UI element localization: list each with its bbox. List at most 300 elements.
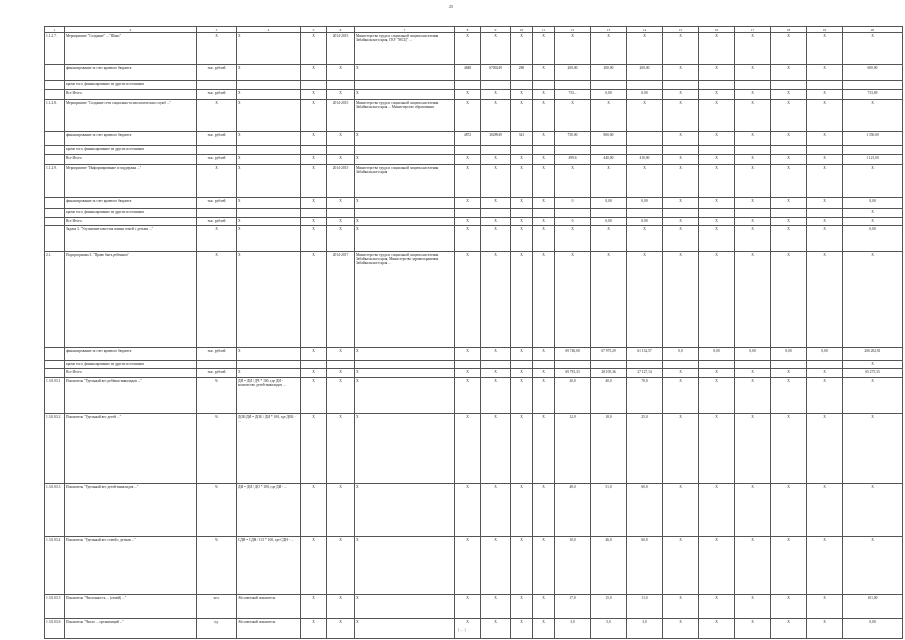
table-cell: X [771, 378, 807, 414]
table-cell: X [663, 537, 699, 595]
table-cell: X [591, 33, 627, 65]
table-cell: X [455, 414, 481, 484]
table-cell: X [699, 100, 735, 132]
table-cell: X [699, 65, 735, 81]
table-cell: X [807, 155, 843, 165]
table-cell: 0,00 [843, 226, 903, 252]
table-cell: X [807, 414, 843, 484]
table-cell [663, 146, 699, 155]
table-cell: X [197, 165, 237, 198]
table-cell: X [663, 484, 699, 537]
table-cell: 2014-2015 [327, 100, 355, 132]
table-cell: 1.3.0.03.5 [45, 595, 65, 619]
table-cell [699, 81, 735, 90]
table-cell [771, 361, 807, 369]
table-cell: X [627, 165, 663, 198]
table-cell [355, 146, 455, 155]
table-cell: X [627, 33, 663, 65]
table-cell: X [511, 537, 533, 595]
table-cell: 1 350,00 [843, 132, 903, 146]
table-cell: X [511, 100, 533, 132]
table-cell: X [533, 33, 555, 65]
table-cell: 0,0 [663, 348, 699, 361]
table-cell: X [511, 33, 533, 65]
table-cell [455, 81, 481, 90]
table-cell: X [843, 414, 903, 484]
table-cell: тыс. рублей [197, 348, 237, 361]
table-row [45, 226, 903, 252]
table-cell [591, 146, 627, 155]
table-cell: X [327, 378, 355, 414]
table-cell [45, 81, 65, 90]
table-cell: X [355, 414, 455, 484]
table-cell: X [771, 619, 807, 639]
table-cell: X [699, 226, 735, 252]
table-cell [591, 361, 627, 369]
table-row [45, 361, 903, 369]
table-cell: X [735, 537, 771, 595]
table-cell [481, 81, 511, 90]
table-cell: X [301, 595, 327, 619]
table-cell [807, 81, 843, 90]
table-cell: X [627, 252, 663, 348]
table-cell: 206 202,81 [843, 348, 903, 361]
table-cell: X [481, 226, 511, 252]
table-cell: X [511, 198, 533, 209]
table-cell: X [627, 100, 663, 132]
table-cell: X [455, 198, 481, 209]
table-cell: 2014-2015 [327, 33, 355, 65]
table-cell [511, 81, 533, 90]
table-cell [301, 361, 327, 369]
table-cell: 3,0 [627, 619, 663, 639]
table-cell: 69 740,00 [555, 348, 591, 361]
table-cell: 40,0 [591, 378, 627, 414]
table-cell: X [355, 155, 455, 165]
table-cell: 4848 [455, 65, 481, 81]
table-cell [455, 209, 481, 218]
table-cell: X [533, 100, 555, 132]
table-cell: X [455, 378, 481, 414]
table-cell: X [843, 378, 903, 414]
table-cell: X [455, 90, 481, 100]
table-cell [197, 81, 237, 90]
table-cell: 65 275,33 [843, 369, 903, 378]
table-cell: X [533, 226, 555, 252]
table-row [45, 65, 903, 81]
table-cell: X [455, 226, 481, 252]
table-cell: X [533, 378, 555, 414]
table-cell: тыс. рублей [197, 369, 237, 378]
table-cell: X [807, 595, 843, 619]
table-cell: X [237, 218, 301, 226]
table-cell: X [771, 226, 807, 252]
table-cell: X [327, 218, 355, 226]
table-cell: X [807, 198, 843, 209]
table-cell: X [771, 132, 807, 146]
table-cell: X [327, 65, 355, 81]
table-cell: X [843, 537, 903, 595]
table-cell: тыс. рублей [197, 198, 237, 209]
table-cell: X [843, 209, 903, 218]
table-cell [355, 81, 455, 90]
table-cell: 0,00 [591, 218, 627, 226]
table-cell: X [355, 619, 455, 639]
table-cell: X [511, 369, 533, 378]
table-cell: Показатель "Удельный вес ребёнка-инвалидов ..." [65, 378, 197, 414]
table-cell: X [663, 100, 699, 132]
table-cell: X [591, 100, 627, 132]
table-cell: тыс. рублей [197, 90, 237, 100]
table-cell: 2014-2015 [327, 165, 355, 198]
table-cell [327, 146, 355, 155]
table-cell [45, 209, 65, 218]
table-cell: X [197, 226, 237, 252]
table-cell: X [807, 226, 843, 252]
table-cell [591, 209, 627, 218]
table-cell: 70,0 [627, 378, 663, 414]
table-cell: X [555, 226, 591, 252]
table-cell: X [843, 218, 903, 226]
table-cell: Мероприятие "Создание сети социально-психологических служб ..." [65, 100, 197, 132]
table-cell: X [533, 165, 555, 198]
header-col-16: 16 [699, 27, 735, 33]
footer-stamp: ( ... ) [458, 627, 466, 632]
table-cell [197, 209, 237, 218]
table-cell: X [771, 90, 807, 100]
table-cell: X [511, 226, 533, 252]
table-cell [807, 146, 843, 155]
table-cell: X [807, 33, 843, 65]
table-cell [237, 146, 301, 155]
table-cell [197, 361, 237, 369]
table-cell: X [301, 218, 327, 226]
table-cell: X [481, 100, 511, 132]
table-cell: X [699, 252, 735, 348]
table-cell: 51,0 [591, 484, 627, 537]
table-cell: X [455, 252, 481, 348]
table-cell: 600,00 [843, 65, 903, 81]
table-cell: 733,.. [555, 90, 591, 100]
table-cell: X [455, 484, 481, 537]
page-number: 25 [449, 4, 453, 9]
table-cell: Мероприятие "Создание" ... "Шанс" [65, 33, 197, 65]
table-cell [735, 81, 771, 90]
table-cell: X [663, 378, 699, 414]
table-cell [327, 81, 355, 90]
table-cell: СДН = СДН / СО * 100, где СДН - ... [237, 537, 301, 595]
table-cell: X [237, 348, 301, 361]
table-cell: X [327, 198, 355, 209]
table-row [45, 537, 903, 595]
table-cell: X [301, 65, 327, 81]
table-cell: X [843, 33, 903, 65]
table-cell: X [663, 65, 699, 81]
table-cell: X [455, 619, 481, 639]
table-cell: X [735, 100, 771, 132]
table-cell: X [301, 155, 327, 165]
table-cell: X [699, 90, 735, 100]
table-cell: X [237, 155, 301, 165]
table-cell: X [511, 595, 533, 619]
table-cell [843, 81, 903, 90]
table-cell: Министерство труда и социальной защиты населения Забайкальского края, Министерство здравоохранения Забайкальского края ... [355, 252, 455, 348]
table-cell: Задача 3. "Улучшение качества жизни семей с детьми ..." [65, 226, 197, 252]
table-cell: X [735, 619, 771, 639]
table-cell: финансирование за счет краевого бюджета [65, 132, 197, 146]
table-cell: X [481, 198, 511, 209]
header-col-5: 5 [301, 27, 327, 33]
table-cell: X [301, 198, 327, 209]
table-row [45, 90, 903, 100]
table-cell: X [301, 252, 327, 348]
table-cell: 440,00 [591, 155, 627, 165]
table-cell: X [771, 33, 807, 65]
table-row [45, 100, 903, 132]
table-cell: X [555, 100, 591, 132]
table-cell: X [807, 132, 843, 146]
table-cell: X [511, 348, 533, 361]
table-cell: X [237, 165, 301, 198]
table-cell: X [735, 65, 771, 81]
table-cell: кроме того, финансирование из других источников [65, 209, 197, 218]
table-cell: X [735, 414, 771, 484]
table-cell: X [197, 33, 237, 65]
table-cell: X [455, 595, 481, 619]
table-cell: X [663, 33, 699, 65]
table-cell [45, 218, 65, 226]
table-cell: X [699, 165, 735, 198]
table-cell: X [481, 218, 511, 226]
table-cell: 101,00 [843, 595, 903, 619]
table-cell: Все Итого [65, 155, 197, 165]
table-cell: X [301, 537, 327, 595]
table-cell: X [237, 90, 301, 100]
table-cell: 61 132,57 [627, 348, 663, 361]
table-cell: X [807, 619, 843, 639]
table-cell: X [699, 155, 735, 165]
table-cell [237, 209, 301, 218]
table-cell: 18,0 [591, 414, 627, 484]
table-cell: X [327, 226, 355, 252]
table-cell: X [533, 65, 555, 81]
table-cell [771, 146, 807, 155]
table-cell: 3028949 [481, 132, 511, 146]
table-cell: финансирование за счет краевого бюджета [65, 348, 197, 361]
table-cell: Министерство труда и социальной защиты населения Забайкальского края [355, 165, 455, 198]
table-cell: X [699, 414, 735, 484]
table-cell: X [511, 165, 533, 198]
header-col-7: 7 [355, 27, 455, 33]
header-col-15: 15 [663, 27, 699, 33]
table-cell: Абсолютный показатель [237, 619, 301, 639]
table-cell: % [197, 537, 237, 595]
header-col-6: 6 [327, 27, 355, 33]
table-cell: X [699, 484, 735, 537]
table-cell: 800,00 [591, 132, 627, 146]
table-cell: X [455, 100, 481, 132]
table-cell: X [663, 155, 699, 165]
table-cell: 67 975,29 [591, 348, 627, 361]
table-cell: X [771, 595, 807, 619]
table-cell: 1 121,00 [843, 155, 903, 165]
table-row [45, 209, 903, 218]
table-cell: X [355, 90, 455, 100]
table-cell: 15,0 [591, 595, 627, 619]
table-cell: X [327, 484, 355, 537]
table-cell: 0,00 [843, 619, 903, 639]
table-cell: X [511, 155, 533, 165]
table-cell: X [327, 155, 355, 165]
header-col-11: 11 [533, 27, 555, 33]
table-cell: X [301, 414, 327, 484]
table-cell [627, 81, 663, 90]
table-cell [843, 146, 903, 155]
table-cell: 341 [511, 132, 533, 146]
table-cell: 0,00 [807, 348, 843, 361]
table-cell: финансирование за счет краевого бюджета [65, 198, 197, 209]
table-cell [699, 361, 735, 369]
header-col-18: 18 [771, 27, 807, 33]
table-cell: X [301, 100, 327, 132]
table-cell: X [735, 132, 771, 146]
table-cell: тыс. рублей [197, 132, 237, 146]
table-cell: X [511, 619, 533, 639]
table-cell: X [771, 369, 807, 378]
table-cell [237, 81, 301, 90]
table-cell [511, 361, 533, 369]
table-cell: X [735, 218, 771, 226]
table-cell: X [663, 619, 699, 639]
table-cell: X [237, 369, 301, 378]
table-cell: X [237, 198, 301, 209]
header-col-10: 10 [511, 27, 533, 33]
table-cell [533, 81, 555, 90]
table-cell: X [237, 132, 301, 146]
header-col-2: 2 [65, 27, 197, 33]
table-cell [455, 146, 481, 155]
table-cell: X [301, 484, 327, 537]
table-cell: 0,00 [591, 198, 627, 209]
table-cell: 1.1.2.7. [45, 33, 65, 65]
table-cell: X [301, 369, 327, 378]
table-cell: X [197, 100, 237, 132]
table-cell: X [735, 369, 771, 378]
table-cell: 1.3.0.03.6 [45, 619, 65, 639]
table-cell: тыс. рублей [197, 65, 237, 81]
table-cell: X [301, 348, 327, 361]
table-cell: X [355, 369, 455, 378]
table-cell: X [301, 165, 327, 198]
table-cell: X [327, 132, 355, 146]
table-cell: X [355, 132, 455, 146]
table-cell: X [237, 100, 301, 132]
table-cell: X [807, 378, 843, 414]
table-cell: X [533, 132, 555, 146]
table-cell: 200,00 [591, 65, 627, 81]
table-cell [663, 361, 699, 369]
table-cell [481, 209, 511, 218]
table-cell: X [327, 348, 355, 361]
table-cell: X [663, 132, 699, 146]
table-cell: 1.3.0.03.4 [45, 537, 65, 595]
table-cell: X [533, 90, 555, 100]
table-row [45, 369, 903, 378]
table-cell: X [771, 65, 807, 81]
table-cell: X [355, 226, 455, 252]
table-cell: X [301, 33, 327, 65]
table-cell [533, 209, 555, 218]
table-cell: X [355, 595, 455, 619]
table-cell [481, 146, 511, 155]
table-cell [45, 348, 65, 361]
table-cell: 0 [555, 198, 591, 209]
table-cell [511, 209, 533, 218]
table-cell [45, 226, 65, 252]
table-cell: X [533, 155, 555, 165]
table-cell: X [327, 414, 355, 484]
table-cell [699, 209, 735, 218]
table-cell: X [533, 619, 555, 639]
table-row [45, 132, 903, 146]
table-cell: X [355, 378, 455, 414]
table-cell [45, 146, 65, 155]
table-cell: X [591, 165, 627, 198]
table-cell: X [771, 252, 807, 348]
table-cell [807, 361, 843, 369]
table-cell: кроме того, финансирование из других источников [65, 81, 197, 90]
table-cell: X [481, 595, 511, 619]
table-cell: X [807, 252, 843, 348]
table-cell [663, 81, 699, 90]
table-cell: X [591, 226, 627, 252]
table-cell: 12,9 [555, 414, 591, 484]
table-cell: X [327, 369, 355, 378]
table-cell: 280 [511, 65, 533, 81]
table-cell: X [735, 484, 771, 537]
table-cell: X [771, 155, 807, 165]
table-cell: % [197, 378, 237, 414]
table-cell: X [355, 218, 455, 226]
table-cell: X [355, 484, 455, 537]
table-cell: X [533, 484, 555, 537]
table-cell: X [455, 165, 481, 198]
header-col-13: 13 [591, 27, 627, 33]
table-cell: 4872 [455, 132, 481, 146]
table-cell: 10,0 [555, 537, 591, 595]
table-cell [301, 81, 327, 90]
table-cell: % [197, 484, 237, 537]
table-cell: X [481, 165, 511, 198]
table-row [45, 595, 903, 619]
table-cell: 17,0 [555, 595, 591, 619]
table-cell: X [481, 252, 511, 348]
table-cell [735, 361, 771, 369]
table-cell [45, 155, 65, 165]
table-cell: 0,00 [843, 198, 903, 209]
table-cell: 1.3.0.03.3 [45, 484, 65, 537]
table-cell [699, 146, 735, 155]
table-cell: 1.3.0.03.1 [45, 378, 65, 414]
table-cell: X [699, 132, 735, 146]
table-cell: X [735, 252, 771, 348]
table-cell: 1.3.0.03.2 [45, 414, 65, 484]
table-row [45, 619, 903, 639]
header-col-8: 8 [455, 27, 481, 33]
table-cell: X [301, 619, 327, 639]
table-cell: X [843, 100, 903, 132]
table-cell: X [663, 595, 699, 619]
